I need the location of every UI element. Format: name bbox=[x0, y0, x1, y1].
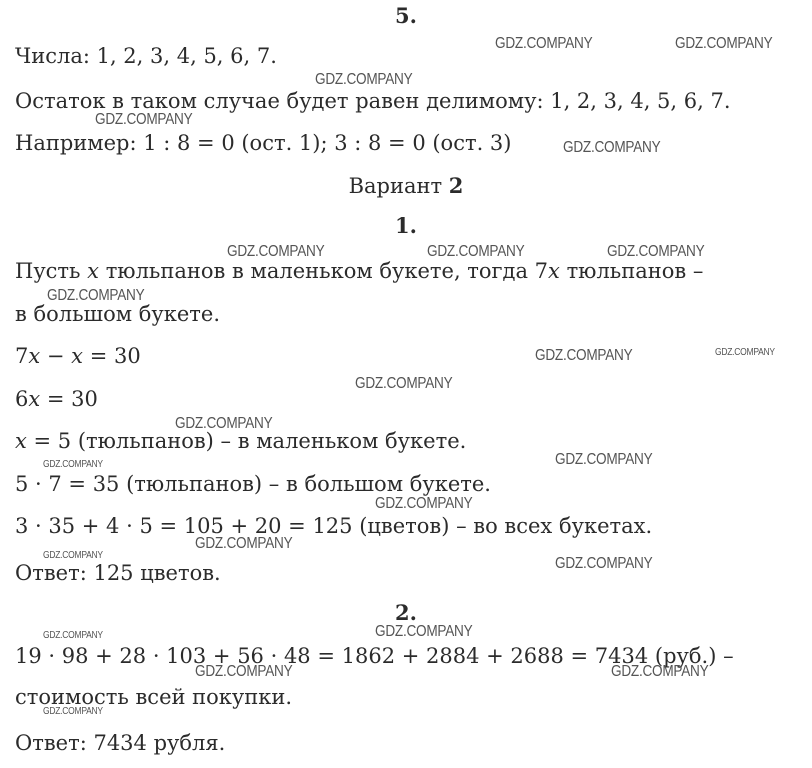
watermark: GDZ.COMPANY bbox=[195, 535, 293, 552]
equation-4: 5 · 7 = 35 (тюльпанов) – в большом букете. bbox=[15, 472, 491, 496]
watermark: GDZ.COMPANY bbox=[95, 111, 193, 128]
watermark: GDZ.COMPANY bbox=[555, 555, 653, 572]
task2-answer: Ответ: 7434 рубля. bbox=[15, 731, 226, 755]
watermark: GDZ.COMPANY bbox=[43, 630, 103, 641]
task-number-5: 5. bbox=[395, 3, 417, 28]
watermark: GDZ.COMPANY bbox=[495, 35, 593, 52]
watermark: GDZ.COMPANY bbox=[607, 243, 705, 260]
task5-line-2: Остаток в таком случае будет равен делимому: 1, 2, 3, 4, 5, 6, 7. bbox=[15, 89, 731, 113]
watermark: GDZ.COMPANY bbox=[175, 415, 273, 432]
watermark: GDZ.COMPANY bbox=[563, 139, 661, 156]
watermark: GDZ.COMPANY bbox=[315, 71, 413, 88]
equation-3: x = 5 (тюльпанов) – в маленьком букете. bbox=[15, 429, 467, 453]
variant-heading: Вариант 2 bbox=[348, 173, 464, 198]
watermark: GDZ.COMPANY bbox=[555, 451, 653, 468]
task5-line-1: Числа: 1, 2, 3, 4, 5, 6, 7. bbox=[15, 44, 277, 68]
task1-line-2: в большом букете. bbox=[15, 302, 221, 326]
task1-answer: Ответ: 125 цветов. bbox=[15, 561, 221, 585]
equation-2: 6x = 30 bbox=[15, 387, 98, 411]
task-number-2: 2. bbox=[395, 600, 417, 625]
watermark: GDZ.COMPANY bbox=[355, 375, 453, 392]
task1-line-1: Пусть x тюльпанов в маленьком букете, тогда 7x тюльпанов – bbox=[15, 259, 704, 283]
watermark: GDZ.COMPANY bbox=[427, 243, 525, 260]
watermark: GDZ.COMPANY bbox=[227, 243, 325, 260]
watermark: GDZ.COMPANY bbox=[375, 623, 473, 640]
task5-line-3: Например: 1 : 8 = 0 (ост. 1); 3 : 8 = 0 (ост. 3) bbox=[15, 131, 512, 155]
watermark: GDZ.COMPANY bbox=[715, 347, 775, 358]
watermark: GDZ.COMPANY bbox=[611, 663, 709, 680]
task2-line-2: стоимость всей покупки. bbox=[15, 685, 293, 709]
watermark: GDZ.COMPANY bbox=[47, 287, 145, 304]
watermark: GDZ.COMPANY bbox=[195, 663, 293, 680]
watermark: GDZ.COMPANY bbox=[675, 35, 773, 52]
watermark: GDZ.COMPANY bbox=[43, 706, 103, 717]
equation-1: 7x − x = 30 bbox=[15, 344, 141, 368]
task2-line-1: 19 · 98 + 28 · 103 + 56 · 48 = 1862 + 2884 + 2688 = 7434 (руб.) – bbox=[15, 644, 734, 668]
watermark: GDZ.COMPANY bbox=[535, 347, 633, 364]
watermark: GDZ.COMPANY bbox=[43, 459, 103, 470]
watermark: GDZ.COMPANY bbox=[375, 495, 473, 512]
watermark: GDZ.COMPANY bbox=[43, 550, 103, 561]
task-number-1: 1. bbox=[395, 213, 417, 238]
equation-5: 3 · 35 + 4 · 5 = 105 + 20 = 125 (цветов) – во всех букетах. bbox=[15, 514, 653, 538]
